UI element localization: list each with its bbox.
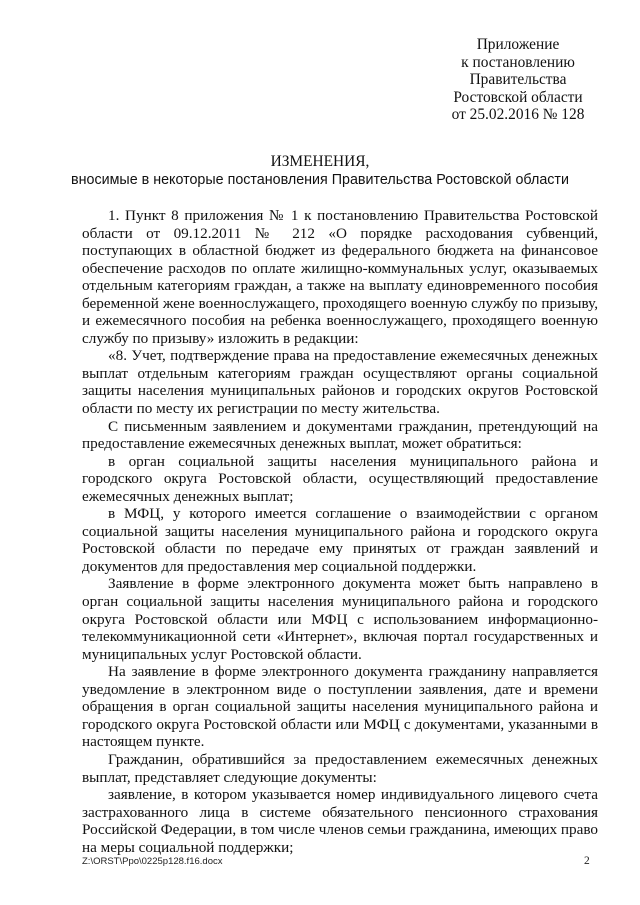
body-paragraph: На заявление в форме электронного документа гражданину направляется уведомление в электронном виде о поступлении заявления, дате и времени обращения в орган социальной защиты населения муниципального района и городского округа Ростовской области или МФЦ с документами, указанными в настоящем пункте. [82,663,598,751]
document-body [82,207,598,856]
body-paragraph: 1. Пункт 8 приложения № 1 к постановлению Правительства Ростовской области от 09.12.2011 № 212 «О порядке расходования субвенций, поступающих в областной бюджет из федерального бюджета на финансовое обеспечение расходов по оплате жилищно-коммунальных услуг, оказываемых отдельным категориям граждан, а также на выплату единовременного пособия беременной жене военнослужащего, проходящего военную службу по призыву, и ежемесячного пособия на ребенка военнослужащего, проходящего военную службу по призыву» изложить в редакции: [82,207,598,347]
body-paragraph: С письменным заявлением и документами гражданин, претендующий на предоставление ежемесячных денежных выплат, может обратиться: [82,417,598,453]
footer-file-path: Z:\ORST\Ppo\0225p128.f16.docx [82,856,223,867]
body-paragraph: «8. Учет, подтверждение права на предоставление ежемесячных денежных выплат отдельным категориям граждан осуществляют органы социальной защиты населения муниципальных районов и городских округов Ростовской области по месту их регистрации по месту жительства. [82,347,598,418]
body-paragraph: в МФЦ, у которого имеется соглашение о взаимодействии с органом социальной защиты населения муниципального района и городского округа Ростовской области по передаче ему принятых от граждан заявлений и документов для предоставления мер социальной поддержки. [82,505,598,575]
body-paragraph: заявление, в котором указывается номер индивидуального лицевого счета застрахованного лица в системе обязательного пенсионного страхования Российской Федерации, в том числе членов семьи гражданина, имеющих право на меры социальной поддержки; [82,786,598,856]
appendix-line: Приложение [476,36,560,53]
appendix-line: к постановлению [461,53,575,71]
appendix-block [418,36,618,124]
appendix-line: от 25.02.2016 № 128 [451,106,585,124]
document-title: ИЗМЕНЕНИЯ, [270,153,370,170]
document-subtitle: вносимые в некоторые постановления Правительства Ростовской области [71,172,569,188]
appendix-line: Ростовской области [453,88,583,106]
body-paragraph: в орган социальной защиты населения муниципального района и городского округа Ростовской области, осуществляющий предоставление ежемесячных денежных выплат; [82,452,598,505]
body-paragraph: Заявление в форме электронного документа может быть направлено в орган социальной защиты населения муниципального района и городского округа Ростовской области или МФЦ с использованием информационно-телекоммуникационной сети «Интернет», включая портал государственных и муниципальных услуг Ростовской области. [82,575,598,663]
appendix-line: Правительства [469,71,567,89]
body-paragraph: Гражданин, обратившийся за предоставлением ежемесячных денежных выплат, представляет следующие документы: [82,750,598,786]
footer-page-number: 2 [584,855,590,867]
